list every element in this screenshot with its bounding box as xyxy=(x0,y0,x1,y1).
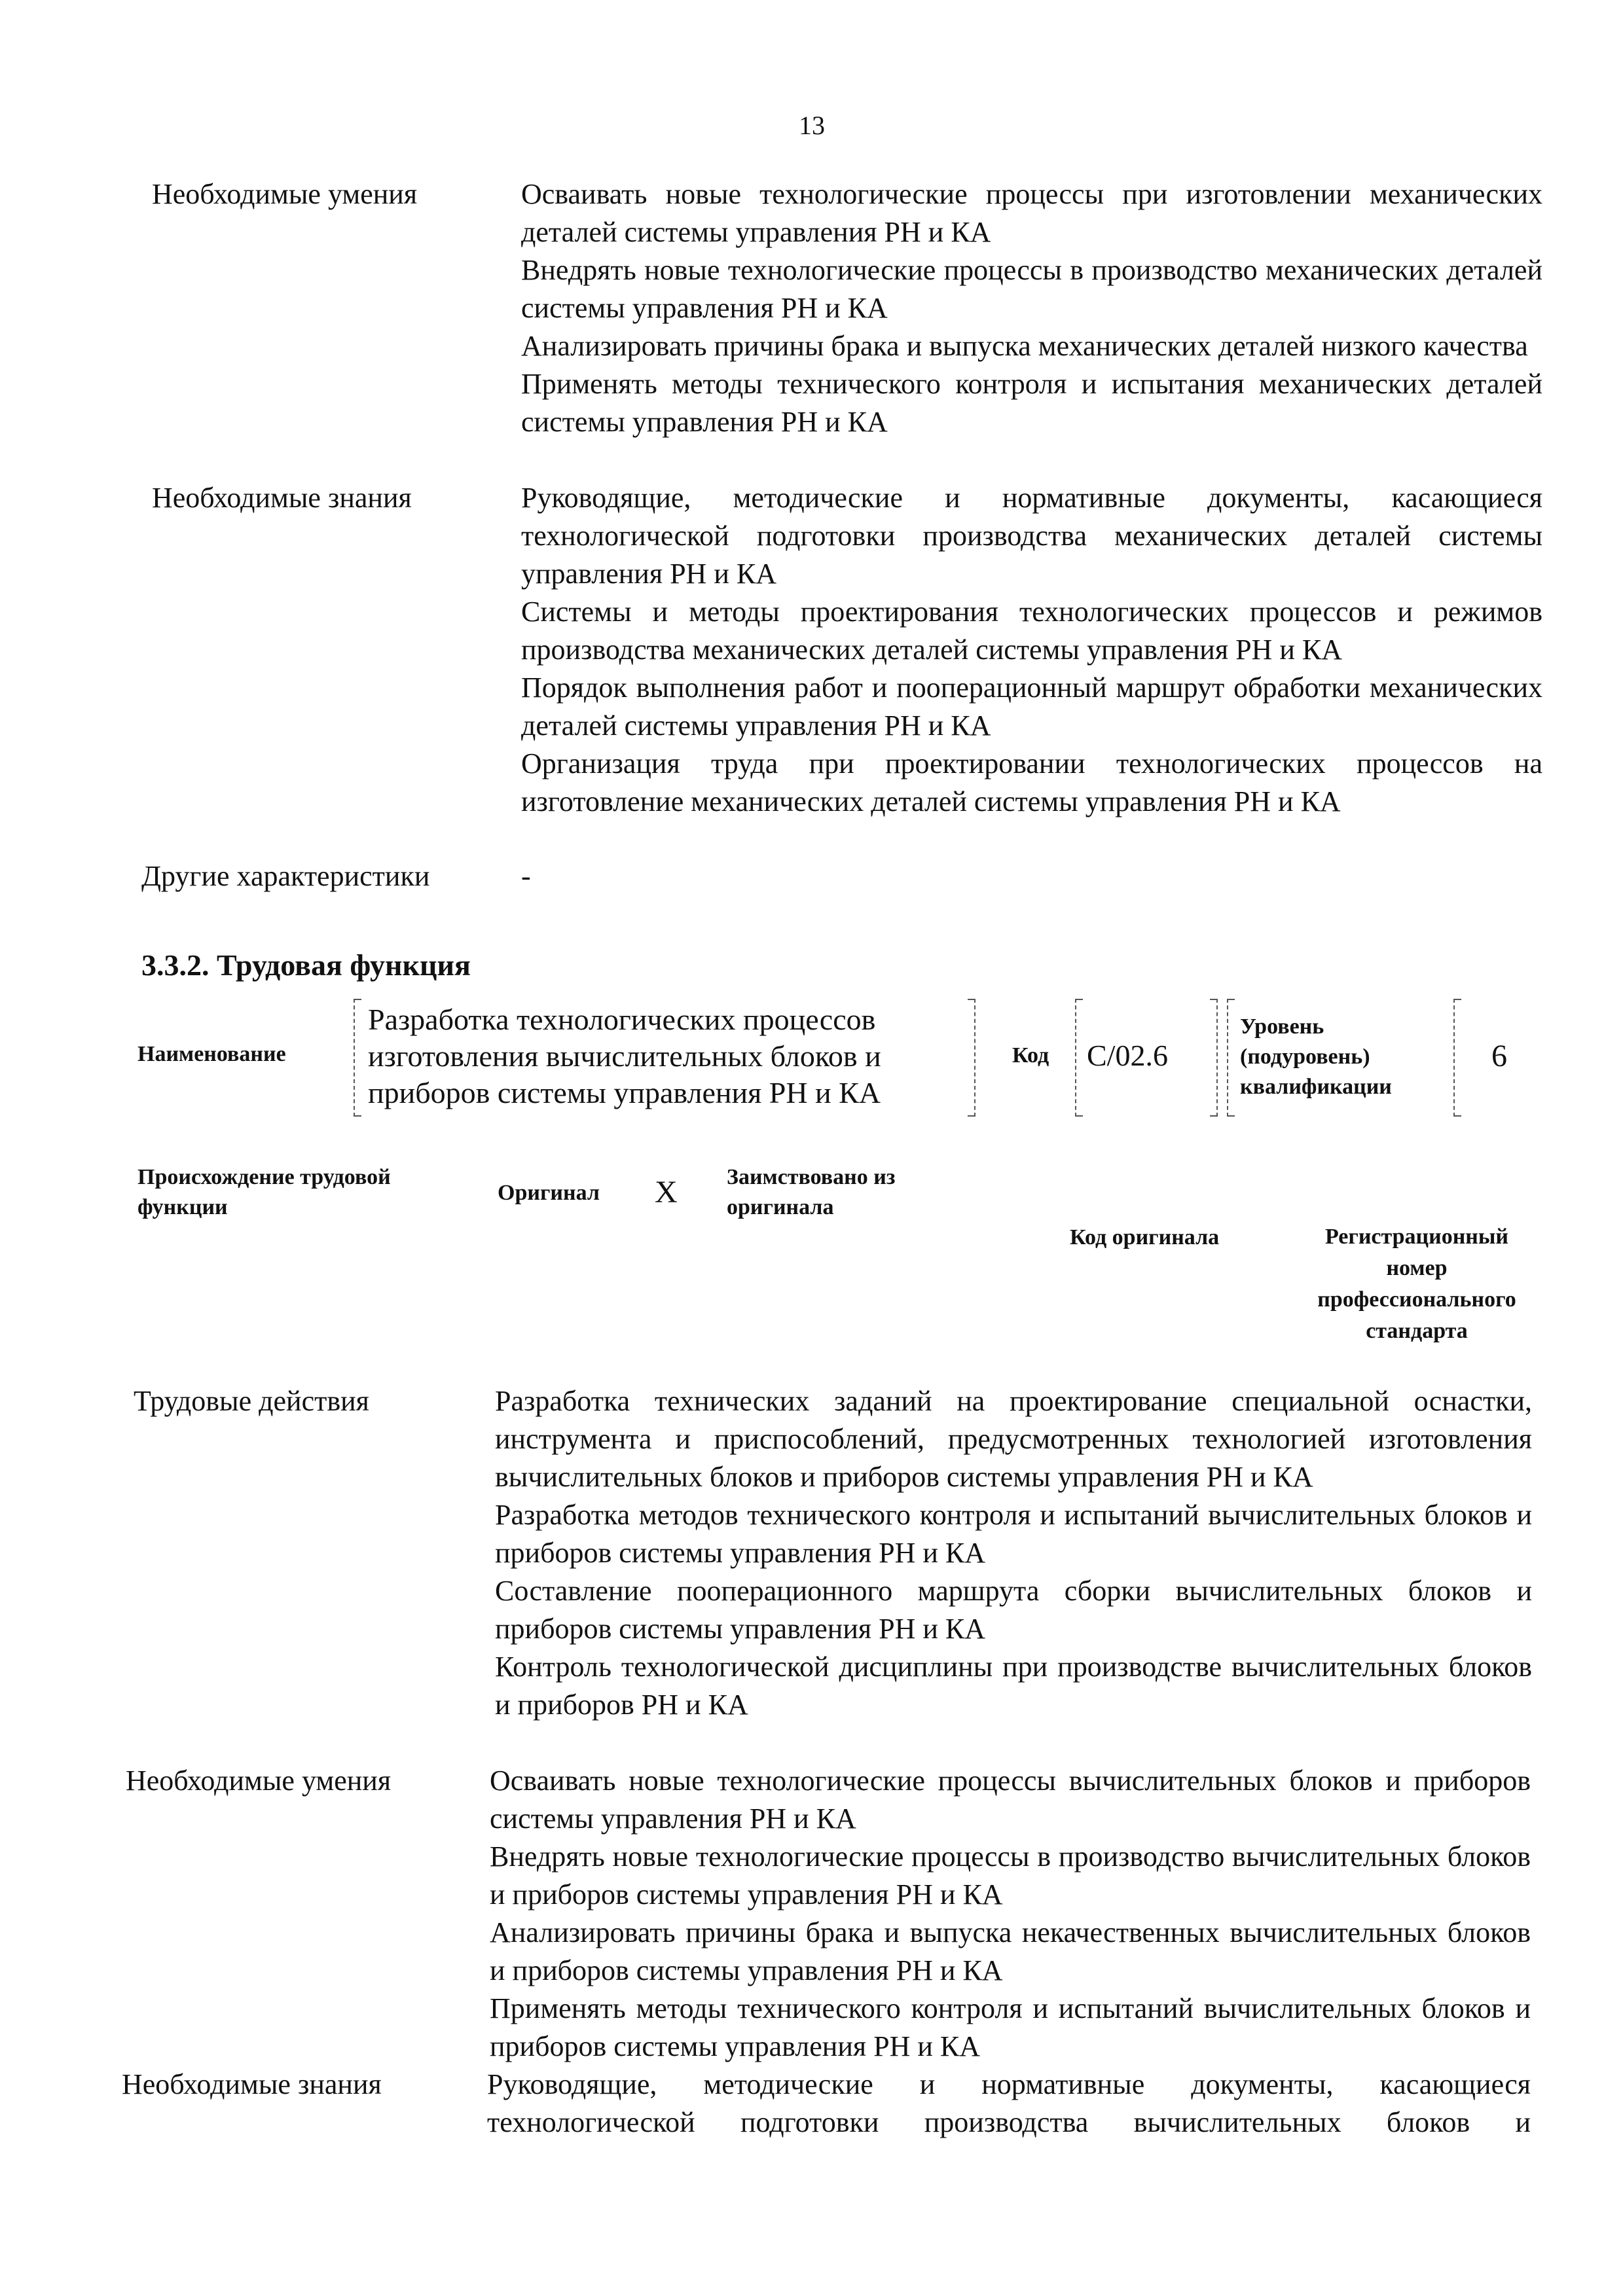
bottom-skill-item: Применять методы технического контроля и испытаний вычислительных блоков и приборов системы управления РН и КА xyxy=(490,1992,1531,2062)
other-characteristics-label: Другие характеристики xyxy=(141,860,430,892)
top-knowledge-label: Необходимые знания xyxy=(152,482,412,514)
top-skills-label: Необходимые умения xyxy=(152,178,418,210)
bottom-knowledge-label: Необходимые знания xyxy=(122,2068,382,2100)
name-bracket-left xyxy=(354,999,361,1117)
code-bracket-right xyxy=(1210,999,1218,1117)
top-knowledge-item: Порядок выполнения работ и пооперационный маршрут обработки механических деталей системы управления РН и КА xyxy=(521,672,1542,742)
reg-number-label: Регистрационный номер профессионального стандарта xyxy=(1317,1225,1516,1343)
bottom-skill-item: Внедрять новые технологические процессы в производство вычислительных блоков и приборов системы управления РН и КА xyxy=(490,1840,1531,1910)
top-knowledge-item: Системы и методы проектирования технологических процессов и режимов производства механических деталей системы управления РН и КА xyxy=(521,596,1542,666)
level-label: Уровень (подуровень) квалификации xyxy=(1240,1014,1392,1099)
bottom-skill-item: Осваивать новые технологические процессы вычислительных блоков и приборов системы управления РН и КА xyxy=(490,1765,1531,1835)
original-code-label: Код оригинала xyxy=(1070,1225,1220,1249)
function-name: Разработка технологических процессов изготовления вычислительных блоков и приборов системы управления РН и КА xyxy=(368,1003,881,1109)
bottom-skills-list xyxy=(490,1762,1531,2066)
origin-label: Происхождение трудовой функции xyxy=(137,1165,391,1219)
top-skill-item: Внедрять новые технологические процессы в производство механических деталей системы управления РН и КА xyxy=(521,254,1542,324)
top-knowledge-item: Руководящие, методические и нормативные документы, касающиеся технологической подготовки производства механических деталей системы управления РН и КА xyxy=(521,482,1542,590)
top-knowledge-list xyxy=(521,479,1542,821)
original-label: Оригинал xyxy=(498,1181,600,1205)
top-skill-item: Осваивать новые технологические процессы при изготовлении механических деталей системы управления РН и КА xyxy=(521,178,1542,248)
top-knowledge-item: Организация труда при проектировании технологических процессов на изготовление механических деталей системы управления РН и КА xyxy=(521,747,1542,817)
name-label: Наименование xyxy=(137,1042,286,1066)
bottom-skills-label: Необходимые умения xyxy=(126,1765,392,1797)
action-item: Контроль технологической дисциплины при производстве вычислительных блоков и приборов РН и КА xyxy=(495,1651,1532,1721)
section-title: 3.3.2. Трудовая функция xyxy=(141,948,471,982)
action-item: Разработка технических заданий на проектирование специальной оснастки, инструмента и приспособлений, предусмотренных технологией изготовления вычислительных блоков и приборов системы управления РН и КА xyxy=(495,1385,1532,1493)
other-characteristics-value: - xyxy=(521,860,531,892)
action-item: Составление пооперационного маршрута сборки вычислительных блоков и приборов системы управления РН и КА xyxy=(495,1575,1532,1645)
level-bracket-left xyxy=(1227,999,1235,1117)
name-bracket-right xyxy=(968,999,976,1117)
action-item: Разработка методов технического контроля и испытаний вычислительных блоков и приборов системы управления РН и КА xyxy=(495,1499,1532,1569)
bottom-knowledge-list xyxy=(487,2066,1531,2142)
level-value-bracket xyxy=(1453,999,1461,1117)
bottom-skill-item: Анализировать причины брака и выпуска некачественных вычислительных блоков и приборов системы управления РН и КА xyxy=(490,1916,1531,1986)
code-value: C/02.6 xyxy=(1087,1039,1168,1072)
borrowed-label: Заимствовано из оригинала xyxy=(727,1165,896,1219)
top-skill-item: Применять методы технического контроля и испытания механических деталей системы управления РН и КА xyxy=(521,368,1542,438)
top-skill-item: Анализировать причины брака и выпуска механических деталей низкого качества xyxy=(521,330,1528,362)
page-number: 13 xyxy=(799,111,825,140)
bottom-knowledge-item: Руководящие, методические и нормативные документы, касающиеся технологической подготовки производства вычислительных блоков и xyxy=(487,2068,1531,2138)
actions-label: Трудовые действия xyxy=(134,1385,369,1417)
original-mark: X xyxy=(655,1175,678,1210)
top-skills-list xyxy=(521,175,1542,441)
actions-list xyxy=(495,1382,1532,1724)
code-bracket-left xyxy=(1075,999,1083,1117)
level-value: 6 xyxy=(1491,1039,1507,1073)
code-label: Код xyxy=(1012,1043,1049,1067)
